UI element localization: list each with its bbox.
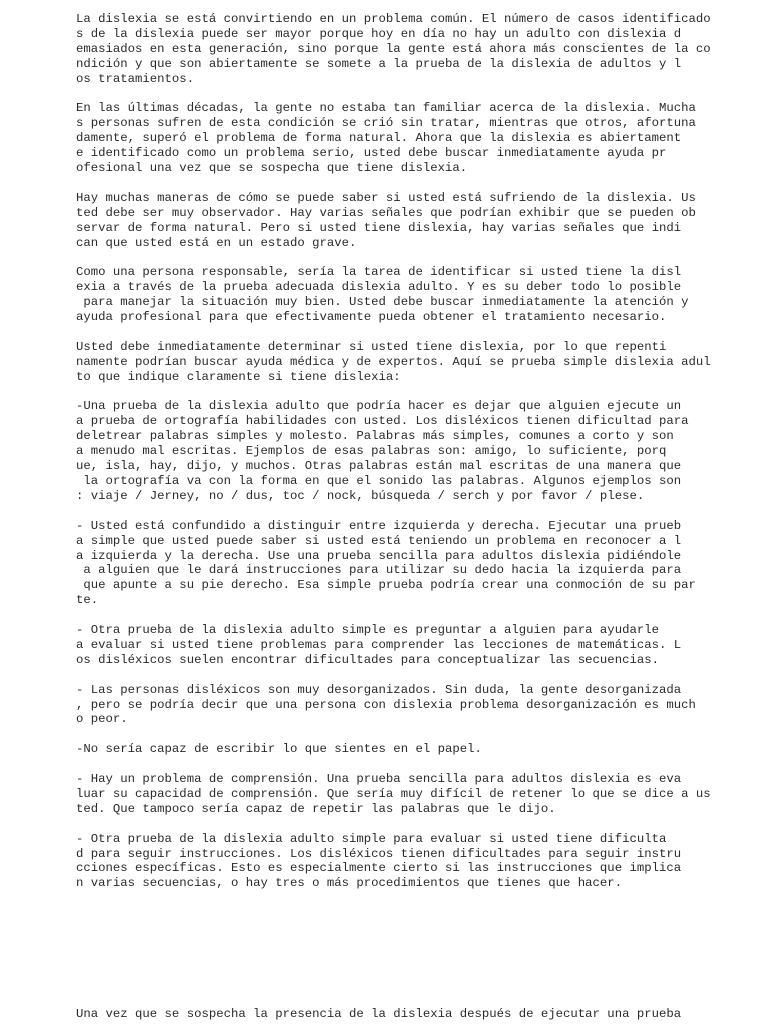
text-line: a simple que usted puede saber si usted está teniendo un problema en reconocer a l <box>76 533 682 548</box>
text-line: Hay muchas maneras de cómo se puede saber si usted está sufriendo de la dislexia. Us <box>76 190 696 205</box>
paragraph-10 <box>76 742 756 757</box>
text-line: -No sería capaz de escribir lo que sientes en el papel. <box>76 742 482 757</box>
text-line: En las últimas décadas, la gente no estaba tan familiar acerca de la dislexia. Mucha <box>76 101 696 116</box>
text-line: os tratamientos. <box>76 71 195 86</box>
text-line: os disléxicos suelen encontrar dificultades para conceptualizar las secuencias. <box>76 652 659 667</box>
text-line: la ortografía va con la forma en que el sonido las palabras. Algunos ejemplos son <box>76 474 682 489</box>
paragraph-8 <box>76 623 756 668</box>
document-body <box>76 12 756 906</box>
text-line: -Una prueba de la dislexia adulto que podría hacer es dejar que alguien ejecute un <box>76 399 682 414</box>
text-line: ue, isla, hay, dijo, y muchos. Otras palabras están mal escritas de una manera que <box>76 459 682 474</box>
text-line: a evaluar si usted tiene problemas para comprender las lecciones de matemáticas. L <box>76 637 682 652</box>
paragraph-12 <box>76 832 756 892</box>
text-line: d para seguir instrucciones. Los disléxicos tienen dificultades para seguir instru <box>76 846 682 861</box>
text-line: e identificado como un problema serio, usted debe buscar inmediatamente ayuda pr <box>76 146 667 161</box>
text-line: luar su capacidad de comprensión. Que sería muy difícil de retener lo que se dice a us <box>76 786 711 801</box>
text-line: emasiados en esta generación, sino porque la gente está ahora más conscientes de la co <box>76 41 711 56</box>
text-line: o peor. <box>76 712 128 727</box>
text-line: ofesional una vez que se sospecha que tiene dislexia. <box>76 161 468 176</box>
text-line: cciones específicas. Esto es especialmente cierto si las instrucciones que implica <box>76 861 682 876</box>
text-line: te. <box>76 593 99 608</box>
text-line: Como una persona responsable, sería la tarea de identificar si usted tiene la disl <box>76 265 682 280</box>
text-line: - Las personas disléxicos son muy desorganizados. Sin duda, la gente desorganizada <box>76 682 682 697</box>
text-line: a alguien que le dará instrucciones para utilizar su dedo hacia la izquierda para <box>76 563 682 578</box>
text-line: - Otra prueba de la dislexia adulto simple es preguntar a alguien para ayudarle <box>76 623 659 638</box>
text-line: s de la dislexia puede ser mayor porque hoy en día no hay un adulto con dislexia d <box>76 26 682 41</box>
paragraph-3 <box>76 191 756 251</box>
text-line: servar de forma natural. Pero si usted tiene dislexia, hay varias señales que indi <box>76 220 682 235</box>
text-line: , pero se podría decir que una persona con dislexia problema desorganización es much <box>76 697 696 712</box>
text-line: ayuda profesional para que efectivamente pueda obtener el tratamiento necesario. <box>76 310 667 325</box>
paragraph-1 <box>76 12 756 87</box>
text-line: - Hay un problema de comprensión. Una prueba sencilla para adultos dislexia es eva <box>76 772 682 787</box>
footer-line: Una vez que se sospecha la presencia de la dislexia después de ejecutar una prueba <box>76 1007 682 1021</box>
text-line: n varias secuencias, o hay tres o más procedimientos que tienes que hacer. <box>76 876 623 891</box>
text-line: ted. Que tampoco sería capaz de repetir las palabras que le dijo. <box>76 801 556 816</box>
text-line: deletrear palabras simples y molesto. Palabras más simples, comunes a corto y son <box>76 429 674 444</box>
text-line: to que indique claramente si tiene dislexia: <box>76 369 401 384</box>
text-line: s personas sufren de esta condición se crió sin tratar, mientras que otros, afortuna <box>76 116 696 131</box>
paragraph-2 <box>76 101 756 176</box>
paragraph-11 <box>76 772 756 817</box>
text-line: a izquierda y la derecha. Use una prueba sencilla para adultos dislexia pidiéndole <box>76 548 682 563</box>
paragraph-5 <box>76 340 756 385</box>
text-line: : viaje / Jerney, no / dus, toc / nock, búsqueda / serch y por favor / plese. <box>76 488 645 503</box>
text-line: ted debe ser muy observador. Hay varias señales que podrían exhibir que se pueden ob <box>76 205 696 220</box>
text-line: ndición y que son abiertamente se somete a la prueba de la dislexia de adultos y l <box>76 56 682 71</box>
text-line: a prueba de ortografía habilidades con usted. Los disléxicos tienen dificultad para <box>76 414 689 429</box>
text-line: a menudo mal escritas. Ejemplos de esas palabras son: amigo, lo suficiente, porq <box>76 444 667 459</box>
paragraph-6 <box>76 399 756 503</box>
text-line: que apunte a su pie derecho. Esa simple prueba podría crear una conmoción de su par <box>76 578 696 593</box>
text-line: exia a través de la prueba adecuada dislexia adulto. Y es su deber todo lo posible <box>76 280 682 295</box>
paragraph-9 <box>76 683 756 728</box>
text-line: - Usted está confundido a distinguir entre izquierda y derecha. Ejecutar una prueb <box>76 518 682 533</box>
text-line: para manejar la situación muy bien. Usted debe buscar inmediatamente la atención y <box>76 295 689 310</box>
text-line: damente, superó el problema de forma natural. Ahora que la dislexia es abiertament <box>76 131 682 146</box>
paragraph-7 <box>76 519 756 608</box>
text-line: Usted debe inmediatamente determinar si usted tiene dislexia, por lo que repenti <box>76 339 667 354</box>
text-line: - Otra prueba de la dislexia adulto simple para evaluar si usted tiene dificulta <box>76 831 667 846</box>
paragraph-4 <box>76 265 756 325</box>
text-line: namente podrían buscar ayuda médica y de expertos. Aquí se prueba simple dislexia adul <box>76 354 711 369</box>
text-line: can que usted está en un estado grave. <box>76 235 357 250</box>
text-line: La dislexia se está convirtiendo en un problema común. El número de casos identificado <box>76 12 711 26</box>
